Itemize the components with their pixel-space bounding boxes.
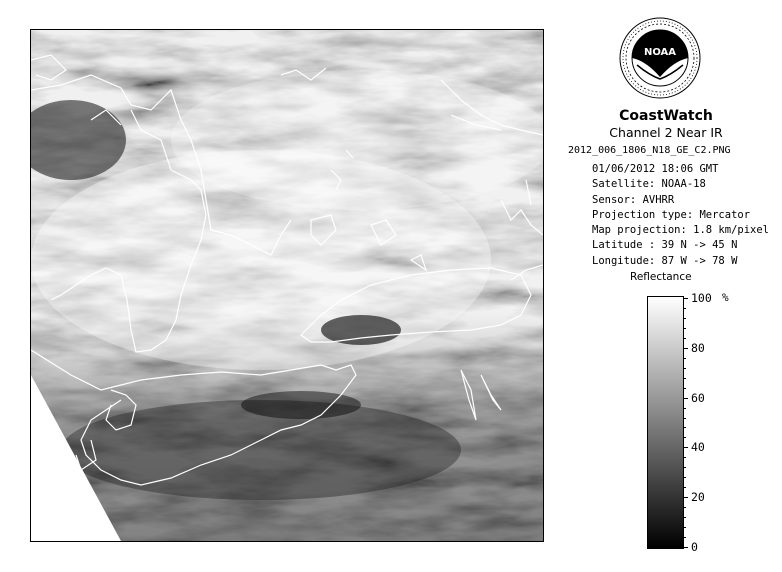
datetime-label: 01/06/2012 18:06 GMT [592, 163, 719, 175]
colorbar-minor-tick [684, 358, 686, 359]
colorbar-major-tick [684, 547, 688, 548]
colorbar-title: Reflectance [630, 271, 692, 283]
longitude-label: Longitude: 87 W -> 78 W [592, 254, 738, 267]
filename-label: 2012_006_1806_N18_GE_C2.PNG [568, 145, 731, 156]
colorbar-tick-label: 20 [691, 490, 705, 504]
colorbar-minor-tick [684, 427, 686, 428]
colorbar-tick-label: 100 [691, 291, 712, 305]
colorbar-minor-tick [684, 388, 686, 389]
colorbar-minor-tick [684, 487, 686, 488]
satellite-label: Satellite: NOAA-18 [592, 178, 706, 191]
colorbar-minor-tick [684, 437, 686, 438]
colorbar-major-tick [684, 447, 688, 448]
noaa-logo-text: NOAA [643, 47, 677, 58]
colorbar-unit: % [722, 291, 729, 304]
colorbar-minor-tick [684, 527, 686, 528]
app-title: CoastWatch [619, 108, 713, 124]
colorbar-minor-tick [684, 517, 686, 518]
colorbar-tick-label: 80 [691, 341, 705, 355]
projection-type-label: Projection type: Mercator [592, 208, 751, 221]
colorbar-major-tick [684, 497, 688, 498]
colorbar-major-tick [684, 398, 688, 399]
colorbar-minor-tick [684, 507, 686, 508]
colorbar-minor-tick [684, 408, 686, 409]
colorbar-minor-tick [684, 457, 686, 458]
colorbar-major-tick [684, 348, 688, 349]
colorbar-major-tick [684, 298, 688, 299]
colorbar-minor-tick [684, 378, 686, 379]
metadata-block [592, 162, 769, 269]
colorbar-tick-label: 60 [691, 391, 705, 405]
colorbar-minor-tick [684, 308, 686, 309]
colorbar-tick-label: 0 [691, 540, 698, 554]
map-projection-label: Map projection: 1.8 km/pixel [592, 224, 770, 237]
colorbar [647, 296, 684, 549]
colorbar-tick-label: 40 [691, 440, 705, 454]
satellite-image [30, 29, 544, 542]
colorbar-minor-tick [684, 368, 686, 369]
colorbar-minor-tick [684, 537, 686, 538]
colorbar-minor-tick [684, 467, 686, 468]
sensor-label: Sensor: AVHRR [592, 193, 675, 206]
colorbar-minor-tick [684, 477, 686, 478]
latitude-label: Latitude : 39 N -> 45 N [592, 239, 738, 252]
colorbar-minor-tick [684, 328, 686, 329]
channel-label: Channel 2 Near IR [609, 125, 723, 140]
colorbar-minor-tick [684, 338, 686, 339]
colorbar-minor-tick [684, 318, 686, 319]
noaa-logo-icon [619, 17, 701, 99]
colorbar-minor-tick [684, 418, 686, 419]
